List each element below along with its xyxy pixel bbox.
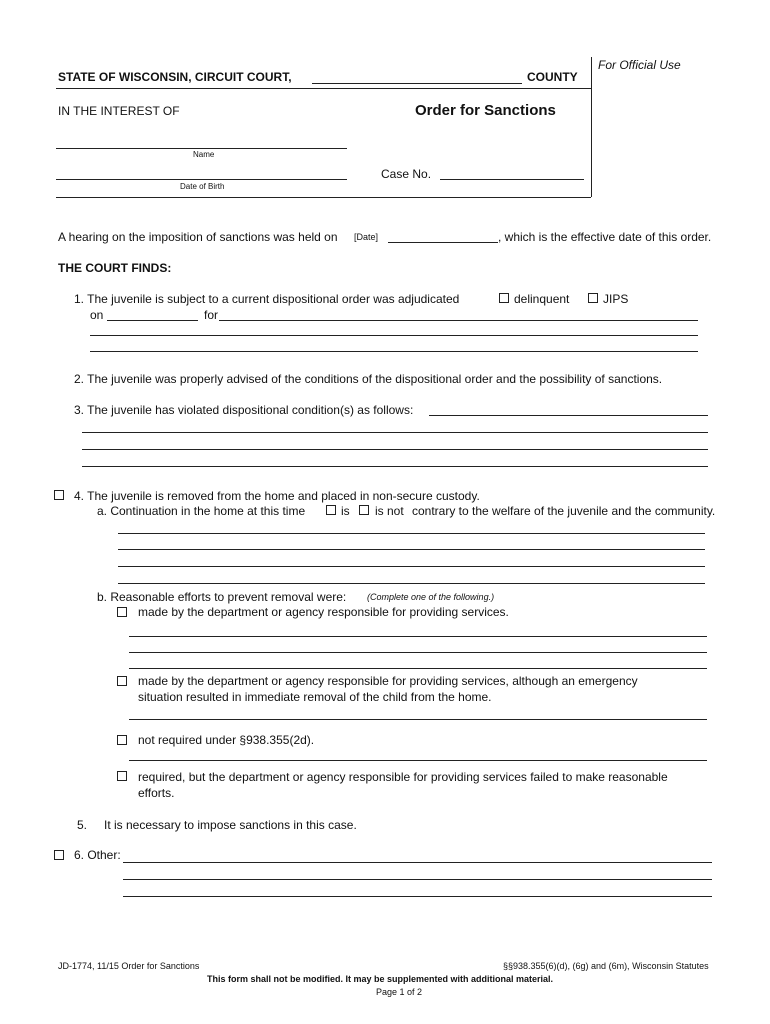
hearing-suffix: , which is the effective date of this order.	[498, 230, 712, 244]
item4b-text: b. Reasonable efforts to prevent removal were:	[97, 590, 347, 604]
item3-text: 3. The juvenile has violated dispositional condition(s) as follows:	[74, 403, 414, 417]
court-heading: STATE OF WISCONSIN, CIRCUIT COURT,	[58, 70, 292, 84]
case-no-label: Case No.	[381, 167, 432, 181]
jips-label: JIPS	[603, 292, 629, 306]
opt1-line[interactable]	[129, 668, 707, 669]
form-id: JD-1774, 11/15 Order for Sanctions	[58, 961, 200, 971]
item3-field[interactable]	[429, 415, 708, 416]
name-field[interactable]	[56, 148, 347, 149]
court-finds-heading: THE COURT FINDS:	[58, 261, 172, 275]
item4a-suffix: contrary to the welfare of the juvenile and the community.	[412, 504, 716, 518]
opt3-line[interactable]	[129, 760, 707, 761]
failed-efforts-checkbox[interactable]	[117, 771, 127, 781]
official-use-label: For Official Use	[598, 58, 681, 72]
item1-for-field[interactable]	[219, 320, 698, 321]
item4a-line[interactable]	[118, 566, 705, 567]
item1-for-label: for	[204, 308, 219, 322]
opt1-text: made by the department or agency responsible for providing services.	[138, 605, 509, 619]
is-label: is	[341, 504, 350, 518]
item4a-line[interactable]	[118, 533, 705, 534]
item4-text: 4. The juvenile is removed from the home and placed in non-secure custody.	[74, 489, 480, 503]
item6-line[interactable]	[123, 879, 712, 880]
item1-on-field[interactable]	[107, 320, 198, 321]
item1-line[interactable]	[90, 351, 698, 352]
item4a-line[interactable]	[118, 583, 705, 584]
header-divider	[56, 88, 591, 89]
item5-text: It is necessary to impose sanctions in this case.	[104, 818, 357, 832]
item3-line[interactable]	[82, 466, 708, 467]
opt1-line[interactable]	[129, 652, 707, 653]
item5-number: 5.	[77, 818, 88, 832]
opt1-line[interactable]	[129, 636, 707, 637]
item3-line[interactable]	[82, 432, 708, 433]
opt2-text-line1: made by the department or agency responsible for providing services, although an emergency	[138, 674, 638, 688]
dob-field[interactable]	[56, 179, 347, 180]
item4-checkbox[interactable]	[54, 490, 64, 500]
page-title: Order for Sanctions	[415, 102, 556, 119]
item6-field[interactable]	[123, 862, 712, 863]
opt2-text-line2: situation resulted in immediate removal of the child from the home.	[138, 690, 492, 704]
jips-checkbox[interactable]	[588, 293, 598, 303]
name-label: Name	[193, 150, 215, 159]
reasonable-efforts-made-checkbox[interactable]	[117, 607, 127, 617]
opt3-text: not required under §938.355(2d).	[138, 733, 315, 747]
item3-line[interactable]	[82, 449, 708, 450]
county-label: COUNTY	[527, 70, 578, 84]
interest-of-label: IN THE INTEREST OF	[58, 104, 180, 118]
item6-checkbox[interactable]	[54, 850, 64, 860]
item1-text: 1. The juvenile is subject to a current dispositional order was adjudicated	[74, 292, 460, 306]
emergency-checkbox[interactable]	[117, 676, 127, 686]
hearing-date-label: [Date]	[354, 232, 379, 242]
delinquent-checkbox[interactable]	[499, 293, 509, 303]
is-not-label: is not	[375, 504, 404, 518]
item2-text: 2. The juvenile was properly advised of the conditions of the dispositional order and the possibility of sanctions.	[74, 372, 663, 386]
item1-on-label: on	[90, 308, 104, 322]
item6-line[interactable]	[123, 896, 712, 897]
statutes: §§938.355(6)(d), (6g) and (6m), Wisconsin Statutes	[503, 961, 709, 971]
form-notice: This form shall not be modified. It may be supplemented with additional material.	[207, 974, 554, 984]
delinquent-label: delinquent	[514, 292, 570, 306]
item6-text: 6. Other:	[74, 848, 121, 862]
item4b-note: (Complete one of the following.)	[367, 592, 495, 602]
opt4-text-line1: required, but the department or agency responsible for providing services failed to make reasonable	[138, 770, 668, 784]
opt4-text-line2: efforts.	[138, 786, 175, 800]
official-use-divider	[591, 57, 592, 197]
hearing-date-field[interactable]	[388, 242, 498, 243]
is-not-checkbox[interactable]	[359, 505, 369, 515]
county-field[interactable]	[312, 83, 522, 84]
not-required-checkbox[interactable]	[117, 735, 127, 745]
dob-label: Date of Birth	[180, 182, 225, 191]
item1-line[interactable]	[90, 335, 698, 336]
case-no-field[interactable]	[440, 179, 584, 180]
opt2-line[interactable]	[129, 719, 707, 720]
header-bottom-border	[56, 197, 591, 198]
is-checkbox[interactable]	[326, 505, 336, 515]
hearing-text: A hearing on the imposition of sanctions was held on	[58, 230, 338, 244]
page-number: Page 1 of 2	[376, 987, 423, 997]
item4a-text: a. Continuation in the home at this time	[97, 504, 306, 518]
item4a-line[interactable]	[118, 549, 705, 550]
